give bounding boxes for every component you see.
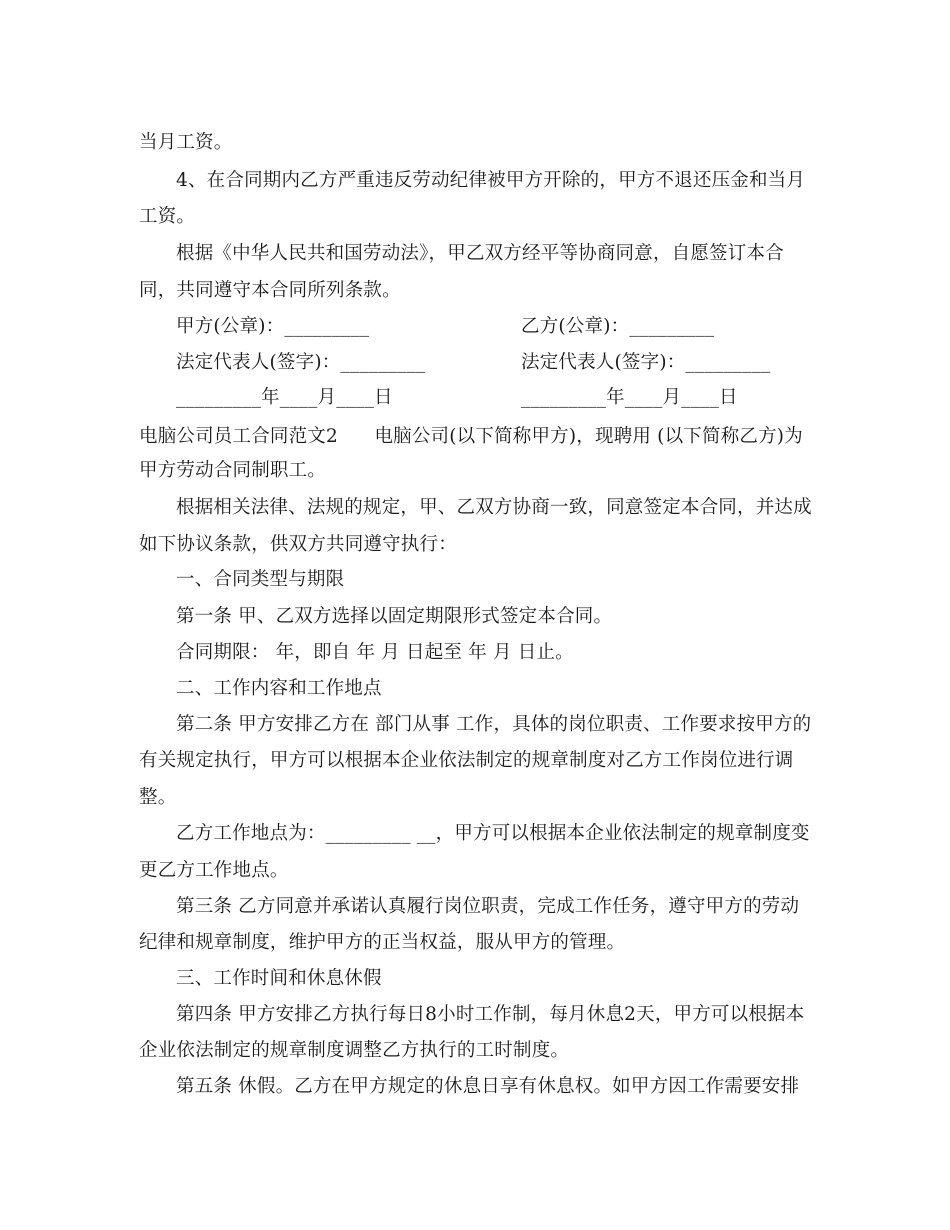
text-line: 第三条 乙方同意并承诺认真履行岗位职责，完成工作任务，遵守甲方的劳动 — [176, 896, 800, 917]
text-line: 第四条 甲方安排乙方执行每日8小时工作制，每月休息2天，甲方可以根据本 — [176, 1004, 805, 1025]
text-line: 企业依法制定的规章制度调整乙方执行的工时制度。 — [139, 1040, 570, 1061]
party-a-representative: 法定代表人(签字)：_________ — [176, 352, 426, 373]
heading: 一、合同类型与期限 — [176, 569, 345, 590]
party-a-date: _________年____月____日 — [176, 387, 393, 408]
text-line: 乙方工作地点为：_________ __，甲方可以根据本企业依法制定的规章制度变 — [176, 823, 810, 844]
text-line: 纪律和规章制度，维护甲方的正当权益，服从甲方的管理。 — [139, 932, 626, 953]
text-line: 第五条 休假。乙方在甲方规定的休息日享有休息权。如甲方因工作需要安排 — [176, 1076, 800, 1097]
text-line: 工资。 — [139, 206, 196, 227]
text-line: 有关规定执行，甲方可以根据本企业依法制定的规章制度对乙方工作岗位进行调 — [139, 750, 794, 771]
party-b-representative: 法定代表人(签字)：_________ — [521, 352, 771, 373]
text-line: 根据《中华人民共和国劳动法》，甲乙双方经平等协商同意，自愿签订本合 — [176, 243, 784, 264]
text-line: 第二条 甲方安排乙方在 部门从事 工作，具体的岗位职责、工作要求按甲方的 — [176, 714, 812, 735]
text-line: 当月工资。 — [139, 132, 233, 153]
text-line: 4、在合同期内乙方严重违反劳动纪律被甲方开除的，甲方不退还压金和当月 — [176, 170, 806, 191]
text-line: 第一条 甲、乙双方选择以固定期限形式签定本合同。 — [176, 606, 613, 627]
text-line: 甲方劳动合同制职工。 — [139, 460, 327, 481]
text-line: 同，共同遵守本合同所列条款。 — [139, 280, 401, 301]
heading: 二、工作内容和工作地点 — [176, 678, 382, 699]
section-title-line: 电脑公司员工合同范文2 电脑公司(以下简称甲方)，现聘用 (以下简称乙方)为 — [139, 426, 803, 447]
party-b-date: _________年____月____日 — [521, 387, 738, 408]
text-line: 更乙方工作地点。 — [139, 860, 289, 881]
text-line: 合同期限： 年，即自 年 月 日起至 年 月 日止。 — [176, 642, 574, 663]
text-line: 如下协议条款，供双方共同遵守执行： — [139, 534, 457, 555]
text-line: 整。 — [139, 787, 177, 808]
text-line: 根据相关法律、法规的规定，甲、乙双方协商一致，同意签定本合同，并达成 — [176, 497, 812, 518]
party-b-seal: 乙方(公章)：_________ — [521, 316, 715, 337]
party-a-seal: 甲方(公章)：_________ — [176, 316, 370, 337]
heading: 三、工作时间和休息休假 — [176, 968, 382, 989]
